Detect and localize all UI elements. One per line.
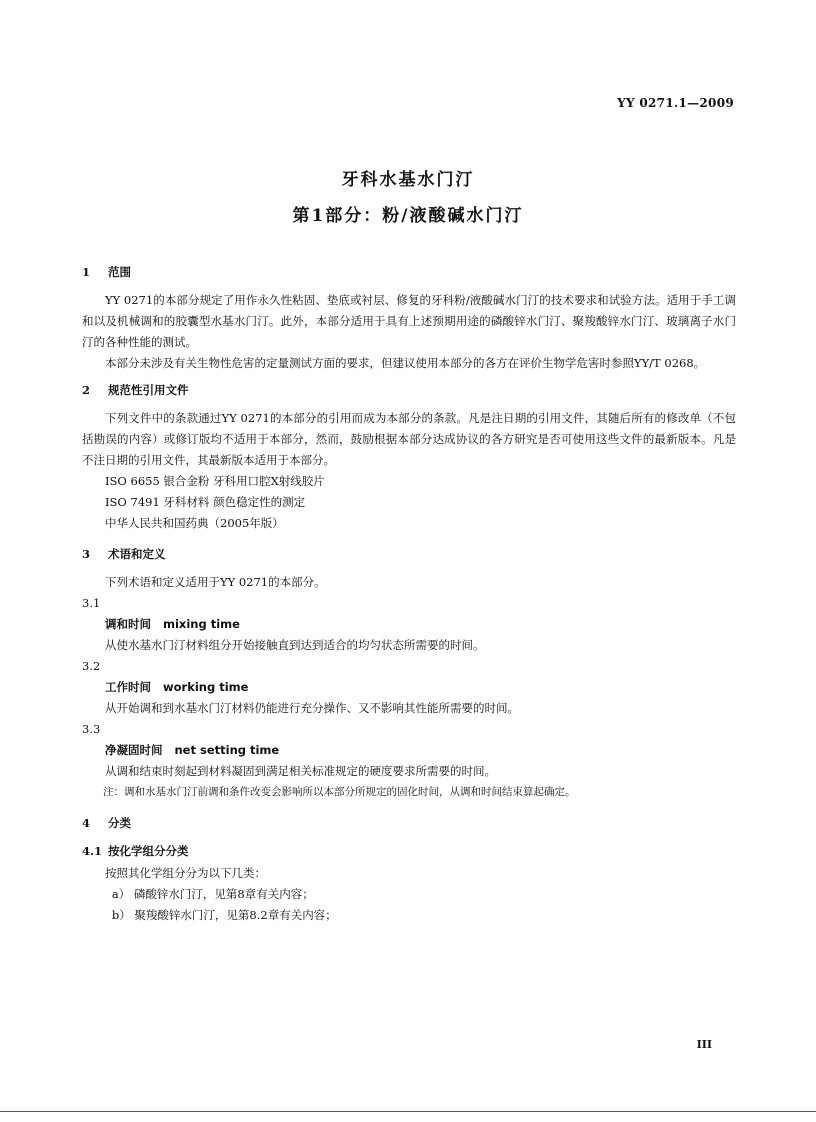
term-definition: 从使水基水门汀材料组分开始接触直到达到适合的均匀状态所需要的时间。	[105, 638, 485, 652]
section-title: 范围	[108, 265, 132, 279]
paragraph: 本部分未涉及有关生物性危害的定量测试方面的要求，但建议使用本部分的各方在评价生物学危害时参照YY/T 0268。	[105, 356, 706, 370]
term-definition: 从调和结束时刻起到材料凝固到满足相关标准规定的硬度要求所需要的时间。	[105, 764, 496, 778]
note: 注：调和水基水门汀前调和条件改变会影响所以本部分所规定的固化时间，从调和时间结束算起确定。	[103, 786, 576, 798]
section-heading	[82, 262, 736, 284]
section-number: 2	[82, 383, 91, 397]
paragraph: YY 0271的本部分规定了用作永久性粘固、垫底或衬层、修复的牙科粉/液酸碱水门汀的技术要求和试验方法。适用于手工调和以及机械调和的胶囊型水基水门汀。此外，本部分适用于具有上述预期用途的磷酸锌水门汀、聚羧酸锌水门汀、玻璃离子水门汀的各种性能的测试。	[82, 293, 736, 349]
term-number: 3.1	[82, 596, 101, 610]
term-en: net setting time	[174, 743, 280, 757]
list-item: a） 磷酸锌水门汀，见第8章有关内容；	[111, 887, 314, 901]
section-number: 4	[82, 816, 91, 830]
section-heading	[82, 544, 736, 566]
subsection-number: 4.1	[82, 844, 103, 858]
term-name	[82, 614, 736, 635]
term-cn: 调和时间	[105, 617, 151, 631]
reference-item: 中华人民共和国药典（2005年版）	[105, 516, 284, 530]
section-number: 1	[82, 265, 91, 279]
reference-item: ISO 7491 牙科材料 颜色稳定性的测定	[105, 495, 306, 509]
paragraph: 下列术语和定义适用于YY 0271的本部分。	[105, 575, 326, 589]
term-definition: 从开始调和到水基水门汀材料仍能进行充分操作、又不影响其性能所需要的时间。	[105, 701, 519, 715]
page-number: III	[696, 1038, 712, 1051]
term-cn: 工作时间	[105, 680, 151, 694]
bottom-rule	[0, 1111, 816, 1112]
standard-code: YY 0271.1—2009	[617, 96, 734, 110]
term-number: 3.2	[82, 659, 101, 673]
term-en: working time	[163, 680, 249, 694]
term-number: 3.3	[82, 722, 101, 736]
document-subtitle: 第1部分：粉/液酸碱水门汀	[292, 206, 524, 226]
document-body	[82, 262, 736, 926]
paragraph: 下列文件中的条款通过YY 0271的本部分的引用而成为本部分的条款。凡是注日期的引用文件，其随后所有的修改单（不包括勘误的内容）或修订版均不适用于本部分，然而，鼓励根据本部分达成协议的各方研究是否可使用这些文件的最新版本。凡是不注日期的引用文件，其最新版本适用于本部分。	[82, 411, 736, 467]
section-heading	[82, 813, 736, 835]
list-item: b） 聚羧酸锌水门汀，见第8.2章有关内容；	[111, 908, 337, 922]
section-number: 3	[82, 547, 91, 561]
term-name	[82, 677, 736, 698]
paragraph: 按照其化学组分分为以下几类：	[105, 866, 266, 880]
subsection-title: 按化学组分分类	[108, 844, 189, 858]
section-heading	[82, 380, 736, 402]
term-name	[82, 740, 736, 761]
document-title: 牙科水基水门汀	[341, 170, 475, 190]
term-en: mixing time	[163, 617, 240, 631]
term-cn: 净凝固时间	[105, 743, 163, 757]
section-title: 术语和定义	[108, 547, 166, 561]
section-title: 规范性引用文件	[108, 383, 189, 397]
section-title: 分类	[108, 816, 132, 830]
subsection-heading	[82, 841, 736, 863]
title-block	[0, 166, 816, 230]
reference-item: ISO 6655 银合金粉 牙科用口腔X射线胶片	[105, 474, 325, 488]
